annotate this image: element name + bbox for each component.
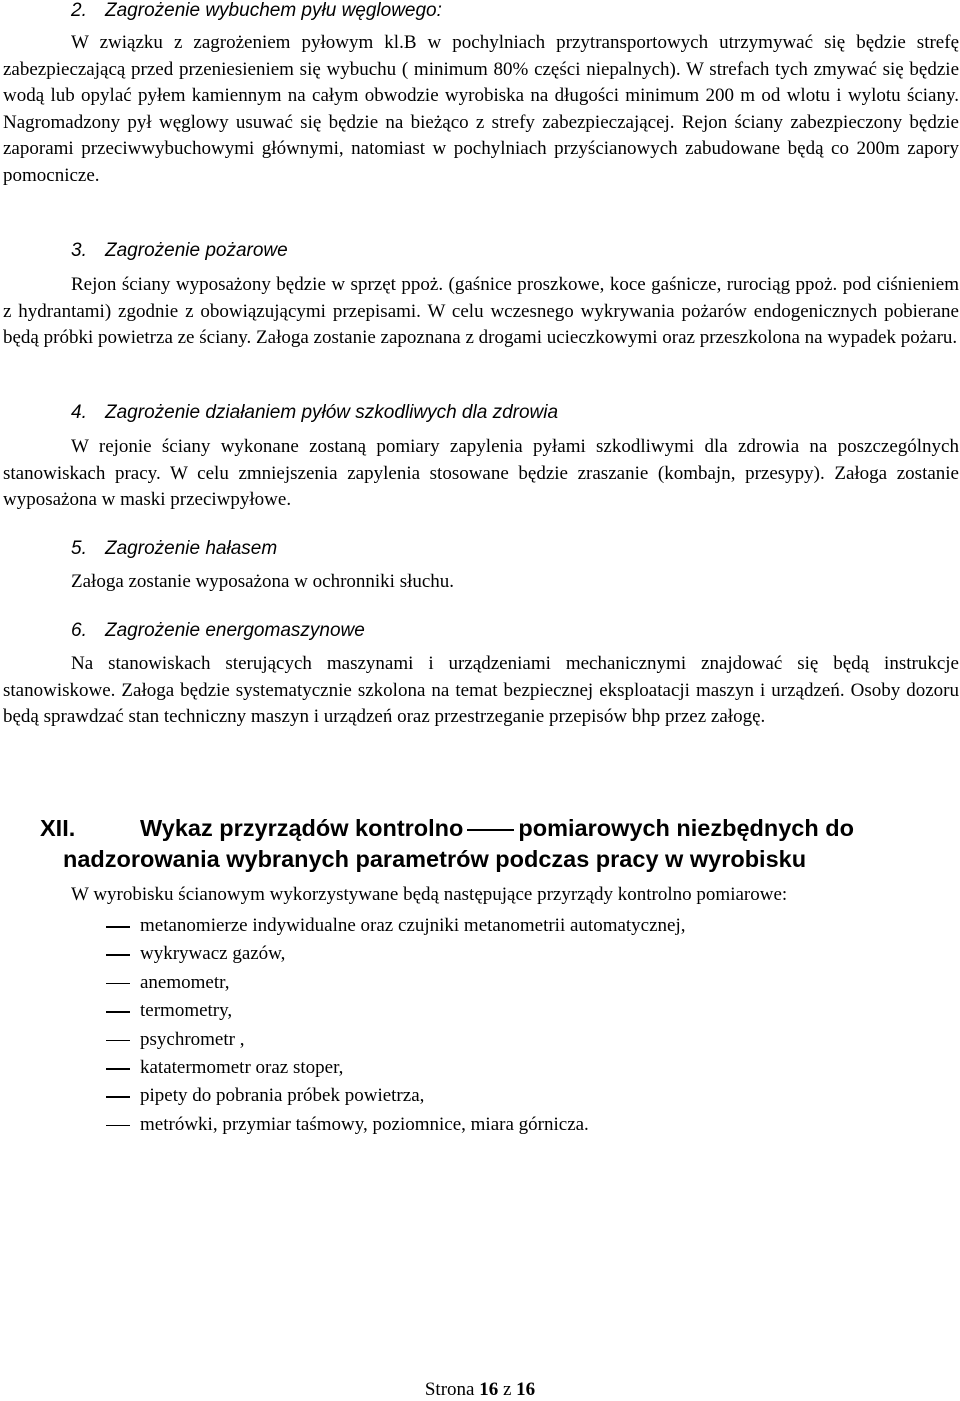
section-title: Zagrożenie działaniem pyłów szkodliwych dla zdrowia (105, 402, 559, 423)
section-paragraph-fire: Rejon ściany wyposażony będzie w sprzęt ppoż. (gaśnice proszkowe, koce gaśnicze, rurociąg ppoż. pod ciśnieniem z hydrantami) zgodnie z obowiązującymi przepisami. W celu wczesnego wykrywania pożarów endogenicznych pobierane będą próbki powietrza ze ściany. Załoga zostanie zapoznana z drogami ucieczkowymi oraz przeszkolona na wypadek pożaru. (3, 274, 959, 349)
section-title: Zagrożenie hałasem (105, 538, 278, 559)
section-paragraph-harmful-dust: W rejonie ściany wykonane zostaną pomiary zapylenia pyłami szkodliwymi dla zdrowia na poszczególnych stanowiskach pracy. W celu zmniejszenia zapylenia stosowane będzie zraszanie (kombajn, przesypy). Załoga zostanie wyposażona w maski przeciwpyłowe. (3, 436, 959, 511)
section-heading-fire (71, 240, 288, 262)
section-number: 5. (71, 538, 87, 559)
chapter-title-part2: pomiarowych niezbędnych do (518, 815, 854, 841)
section-number: 6. (71, 620, 87, 641)
list-item: pipety do pobrania próbek powietrza, (0, 1082, 686, 1110)
section-title: Zagrożenie wybuchem pyłu węglowego: (105, 0, 442, 21)
list-item: wykrywacz gazów, (0, 940, 686, 968)
list-item: anemometr, (0, 969, 686, 997)
section-title: Zagrożenie pożarowe (105, 240, 288, 261)
section-paragraph-noise: Załoga zostanie wyposażona w ochronniki słuchu. (71, 571, 455, 592)
em-dash (467, 829, 514, 831)
chapter-title-line2: nadzorowania wybranych parametrów podczas pracy w wyrobisku (63, 846, 807, 872)
section-number: 4. (71, 402, 87, 423)
section-number: 2. (71, 0, 87, 21)
list-item: katatermometr oraz stoper, (0, 1054, 686, 1082)
list-item: metrówki, przymiar taśmowy, poziomnice, miara górnicza. (0, 1111, 686, 1139)
chapter-intro: W wyrobisku ścianowym wykorzystywane będą następujące przyrządy kontrolno pomiarowe: (71, 884, 788, 905)
chapter-number: XII. (40, 815, 76, 841)
instrument-list (0, 912, 686, 1139)
list-item: metanomierze indywidualne oraz czujniki metanometrii automatycznej, (0, 912, 686, 940)
footer-label: Strona (424, 1379, 475, 1400)
section-heading-dust-explosion (71, 0, 442, 22)
list-item: termometry, (0, 997, 686, 1025)
dash-bullet (106, 1040, 130, 1042)
footer-current-page: 16 (479, 1379, 499, 1400)
dash-bullet (106, 926, 130, 928)
dash-bullet (106, 954, 130, 956)
section-heading-harmful-dust (71, 402, 558, 424)
list-item: psychrometr , (0, 1026, 686, 1054)
chapter-title-part1: Wykaz przyrządów kontrolno (140, 815, 464, 841)
chapter-title (40, 813, 960, 875)
page-footer (0, 1379, 960, 1401)
section-title: Zagrożenie energomaszynowe (105, 620, 365, 641)
footer-total-pages: 16 (516, 1379, 536, 1400)
section-paragraph-energy-machinery: Na stanowiskach sterujących maszynami i urządzeniami mechanicznymi znajdować się będą instrukcje stanowiskowe. Załoga będzie systematycznie szkolona na temat bezpiecznej eksploatacji maszyn i urządzeń. Osoby dozoru będą sprawdzać stan techniczny maszyn i urządzeń oraz przestrzeganie przepisów bhp przez załogę. (3, 653, 959, 728)
dash-bullet (106, 1068, 130, 1070)
footer-separator: z (502, 1379, 512, 1400)
section-heading-energy-machinery (71, 620, 365, 642)
section-number: 3. (71, 240, 87, 261)
dash-bullet (106, 1011, 130, 1013)
dash-bullet (106, 1125, 130, 1127)
dash-bullet (106, 983, 130, 985)
section-paragraph-dust-explosion: W związku z zagrożeniem pyłowym kl.B w pochylniach przytransportowych utrzymywać się będzie strefę zabezpieczającą przed przeniesieniem się wybuchu ( minimum 80% części niepalnych). W strefach tych zmywać się będzie wodą lub opylać pyłem kamiennym na całym obwodzie wyrobiska na długości minimum 200 m od wlotu i wylotu ściany. Nagromadzony pył węglowy usuwać się będzie na bieżąco z strefy zabezpieczającej. Rejon ściany zabezpieczony będzie zaporami przeciwwybuchowymi głównymi, natomiast w pochylniach przyścianowych zabudowane będą co 200m zapory pomocnicze. (3, 32, 959, 186)
dash-bullet (106, 1096, 130, 1098)
section-heading-noise (71, 538, 277, 560)
